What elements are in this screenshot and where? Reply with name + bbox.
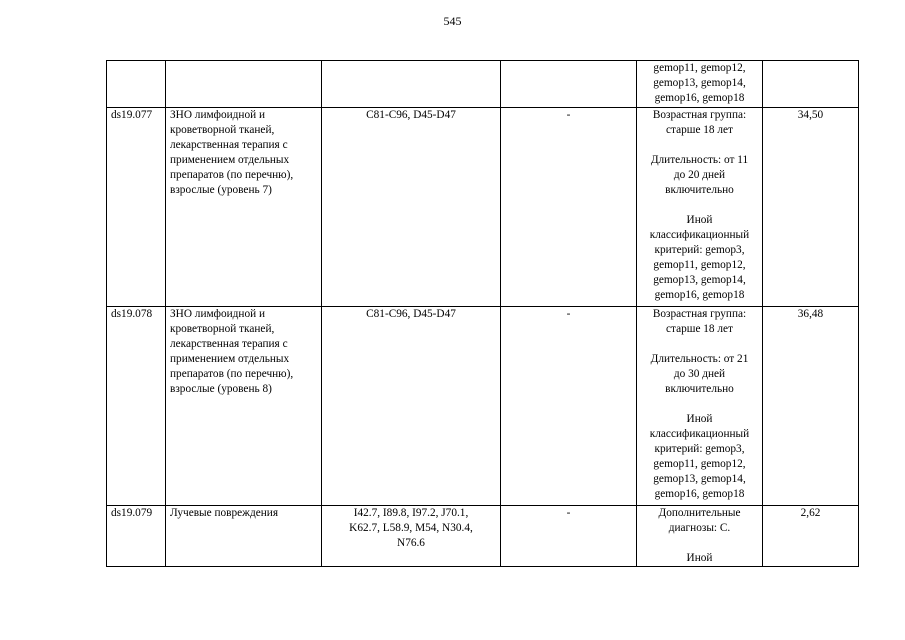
cell-service-code [501, 61, 637, 108]
cell-criteria: Возрастная группа: старше 18 лет Длительность: от 11 до 20 дней включительно Иной классификационный критерий: gemop3, gemop11, gemop12, gemop13, gemop14, gemop16, gemop18 [637, 108, 763, 307]
cell-name: ЗНО лимфоидной и кроветворной тканей, лекарственная терапия с применением отдельных препаратов (по перечню), взрослые (уровень 7) [166, 108, 322, 307]
page-number: 545 [443, 14, 462, 28]
cell-code [107, 61, 166, 108]
cell-service-code: - [501, 307, 637, 506]
cell-service-code: - [501, 506, 637, 567]
cell-criteria: Возрастная группа: старше 18 лет Длительность: от 21 до 30 дней включительно Иной классификационный критерий: gemop3, gemop11, gemop12, gemop13, gemop14, gemop16, gemop18 [637, 307, 763, 506]
tariff-table [106, 60, 859, 567]
cell-criteria: gemop11, gemop12, gemop13, gemop14, gemop16, gemop18 [637, 61, 763, 108]
table-row [107, 61, 859, 108]
cell-coefficient: 36,48 [763, 307, 859, 506]
cell-icd-codes: I42.7, I89.8, I97.2, J70.1, K62.7, L58.9, M54, N30.4, N76.6 [322, 506, 501, 567]
cell-icd-codes [322, 61, 501, 108]
cell-coefficient: 34,50 [763, 108, 859, 307]
table-row [107, 307, 859, 506]
table-row [107, 506, 859, 567]
cell-icd-codes: C81-C96, D45-D47 [322, 108, 501, 307]
cell-code: ds19.079 [107, 506, 166, 567]
cell-code: ds19.077 [107, 108, 166, 307]
cell-coefficient: 2,62 [763, 506, 859, 567]
cell-name [166, 61, 322, 108]
cell-coefficient [763, 61, 859, 108]
cell-name: ЗНО лимфоидной и кроветворной тканей, лекарственная терапия с применением отдельных препаратов (по перечню), взрослые (уровень 8) [166, 307, 322, 506]
table-row [107, 108, 859, 307]
cell-name: Лучевые повреждения [166, 506, 322, 567]
cell-icd-codes: C81-C96, D45-D47 [322, 307, 501, 506]
cell-service-code: - [501, 108, 637, 307]
cell-criteria: Дополнительные диагнозы: C. Иной [637, 506, 763, 567]
cell-code: ds19.078 [107, 307, 166, 506]
